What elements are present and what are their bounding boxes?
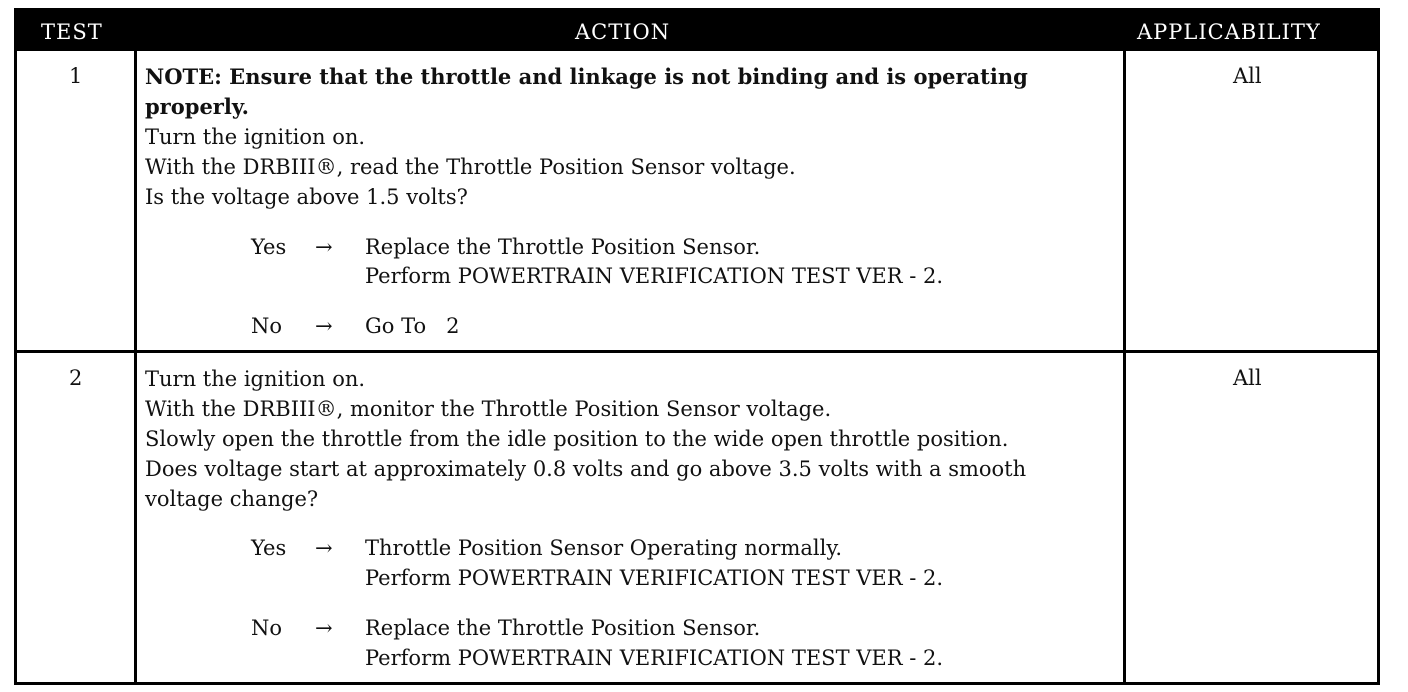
action-step: With the DRBIII®, read the Throttle Position Sensor voltage. <box>145 155 796 179</box>
applicability-value: All <box>1233 64 1262 88</box>
no-label: No <box>251 616 283 640</box>
arrow-right-icon: → <box>315 536 333 560</box>
column-divider-action <box>1123 11 1126 682</box>
yes-result: Throttle Position Sensor Operating normally. <box>365 536 843 560</box>
action-step: Turn the ignition on. <box>145 367 366 391</box>
no-result: Go To 2 <box>365 314 460 338</box>
arrow-right-icon: → <box>315 314 333 338</box>
header-action: ACTION <box>575 20 671 44</box>
test-number: 1 <box>69 64 83 88</box>
yes-label: Yes <box>251 235 287 259</box>
row-divider <box>17 350 1377 353</box>
yes-result: Replace the Throttle Position Sensor. <box>365 235 761 259</box>
table-header <box>17 11 1377 51</box>
no-result: Replace the Throttle Position Sensor. <box>365 616 761 640</box>
action-step: Slowly open the throttle from the idle position to the wide open throttle position. <box>145 427 1009 451</box>
diagnostic-test-table <box>14 8 1380 685</box>
action-step: With the DRBIII®, monitor the Throttle Position Sensor voltage. <box>145 397 832 421</box>
action-question: Does voltage start at approximately 0.8 volts and go above 3.5 volts with a smooth <box>145 457 1027 481</box>
header-test: TEST <box>41 20 103 44</box>
yes-result: Perform POWERTRAIN VERIFICATION TEST VER - 2. <box>365 566 944 590</box>
column-divider-test <box>134 11 137 682</box>
header-applicability: APPLICABILITY <box>1137 20 1321 44</box>
test-number: 2 <box>69 366 83 390</box>
applicability-value: All <box>1233 366 1262 390</box>
action-step: Turn the ignition on. <box>145 125 366 149</box>
arrow-right-icon: → <box>315 616 333 640</box>
yes-label: Yes <box>251 536 287 560</box>
arrow-right-icon: → <box>315 235 333 259</box>
action-question: voltage change? <box>145 487 319 511</box>
no-label: No <box>251 314 283 338</box>
action-question: Is the voltage above 1.5 volts? <box>145 185 468 209</box>
note-text: NOTE: Ensure that the throttle and linkage is not binding and is operating <box>145 64 1028 89</box>
no-result: Perform POWERTRAIN VERIFICATION TEST VER - 2. <box>365 646 944 670</box>
yes-result: Perform POWERTRAIN VERIFICATION TEST VER - 2. <box>365 264 944 288</box>
note-text: properly. <box>145 94 249 119</box>
